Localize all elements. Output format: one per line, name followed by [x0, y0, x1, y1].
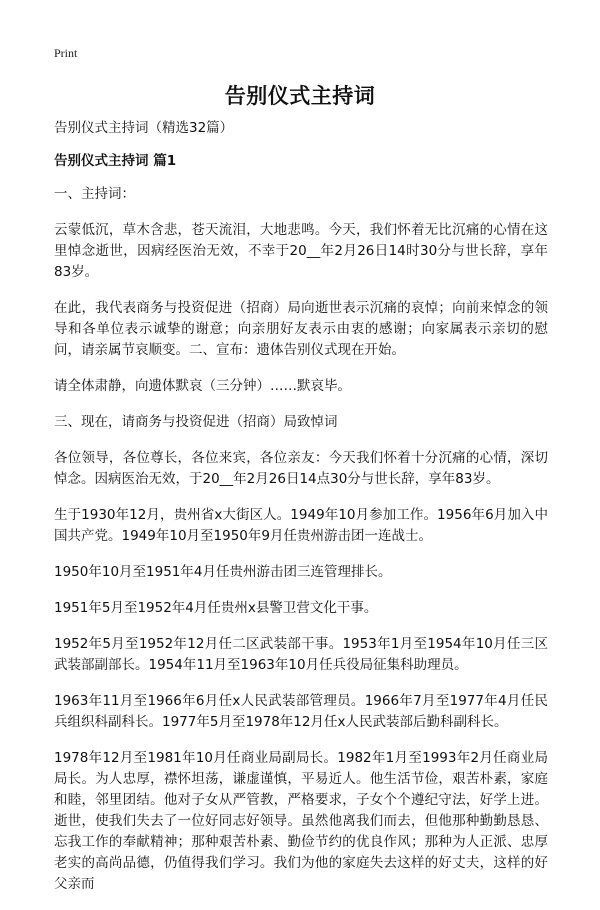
paragraph-biography-6: 1978年12月至1981年10月任商业局副局长。1982年1月至1993年2月任商业局局长。为人忠厚，襟怀坦荡，谦虚谨慎，平易近人。他生活节俭，艰苦朴素，家庭和睦，邻里团结。他对子女从严管教，严格要求，子女个个遵纪守法，好学上进。逝世，使我们失去了一位好同志好领导。虽然他离我们而去，但他那种勤勤恳恳、忘我工作的奉献精神；那种艰苦朴素、勤俭节约的优良作风；那种为人正派、忠厚老实的高尚品德，仍值得我们学习。我们为他的家庭失去这样的好丈夫，这样的好父亲而 [54, 750, 548, 892]
page-title: 告别仪式主持词 [224, 84, 376, 108]
paragraph-biography-5: 1963年11月至1966年6月任x人民武装部管理员。1966年7月至1977年4月任民兵组织科副科长。1977年5月至1978年12月任x人民武装部后勤科副科长。 [54, 693, 548, 730]
paragraph-condolences: 在此，我代表商务与投资促进（招商）局向逝世表示沉痛的哀悼；向前来悼念的领导和各单位表示诚挚的谢意；向亲朋好友表示由衷的感谢；向家属表示亲切的慰问，请亲属节哀顺变。二、宣布：遗体告别仪式现在开始。 [54, 300, 548, 358]
paragraph-biography-1: 生于1930年12月，贵州省x大街区人。1949年10月参加工作。1956年6月加入中国共产党。1949年10月至1950年9月任贵州游击团一连战士。 [54, 507, 548, 544]
paragraph-biography-2: 1950年10月至1951年4月任贵州游击团三连管理排长。 [54, 564, 392, 580]
print-link[interactable]: Print [54, 46, 78, 60]
paragraph-biography-4: 1952年5月至1952年12月任二区武装部干事。1953年1月至1954年10月任三区武装部副部长。1954年11月至1963年10月任兵役局征集科助理员。 [54, 636, 548, 673]
paragraph-opening: 云蒙低沉，草木含悲，苍天流泪，大地悲鸣。今天，我们怀着无比沉痛的心情在这里悼念逝世，因病经医治无效，不幸于20__年2月26日14时30分与世长辞，享年83岁。 [54, 222, 548, 280]
paragraph-eulogy-intro: 各位领导，各位尊长，各位来宾，各位亲友：今天我们怀着十分沉痛的心情，深切悼念。因病医治无效，于20__年2月26日14点30分与世长辞，享年83岁。 [54, 450, 548, 487]
paragraph-eulogy-heading: 三、现在，请商务与投资促进（招商）局致悼词 [54, 414, 338, 430]
section-heading: 告别仪式主持词 篇1 [54, 153, 177, 169]
paragraph-biography-3: 1951年5月至1952年4月任贵州x县警卫营文化干事。 [54, 600, 378, 616]
paragraph-silence: 请全体肃静，向遗体默哀（三分钟）……默哀毕。 [54, 378, 351, 394]
document-subtitle: 告别仪式主持词（精选32篇） [54, 120, 234, 136]
document-body [54, 118, 548, 910]
paragraph-host-heading: 一、主持词： [54, 186, 135, 202]
